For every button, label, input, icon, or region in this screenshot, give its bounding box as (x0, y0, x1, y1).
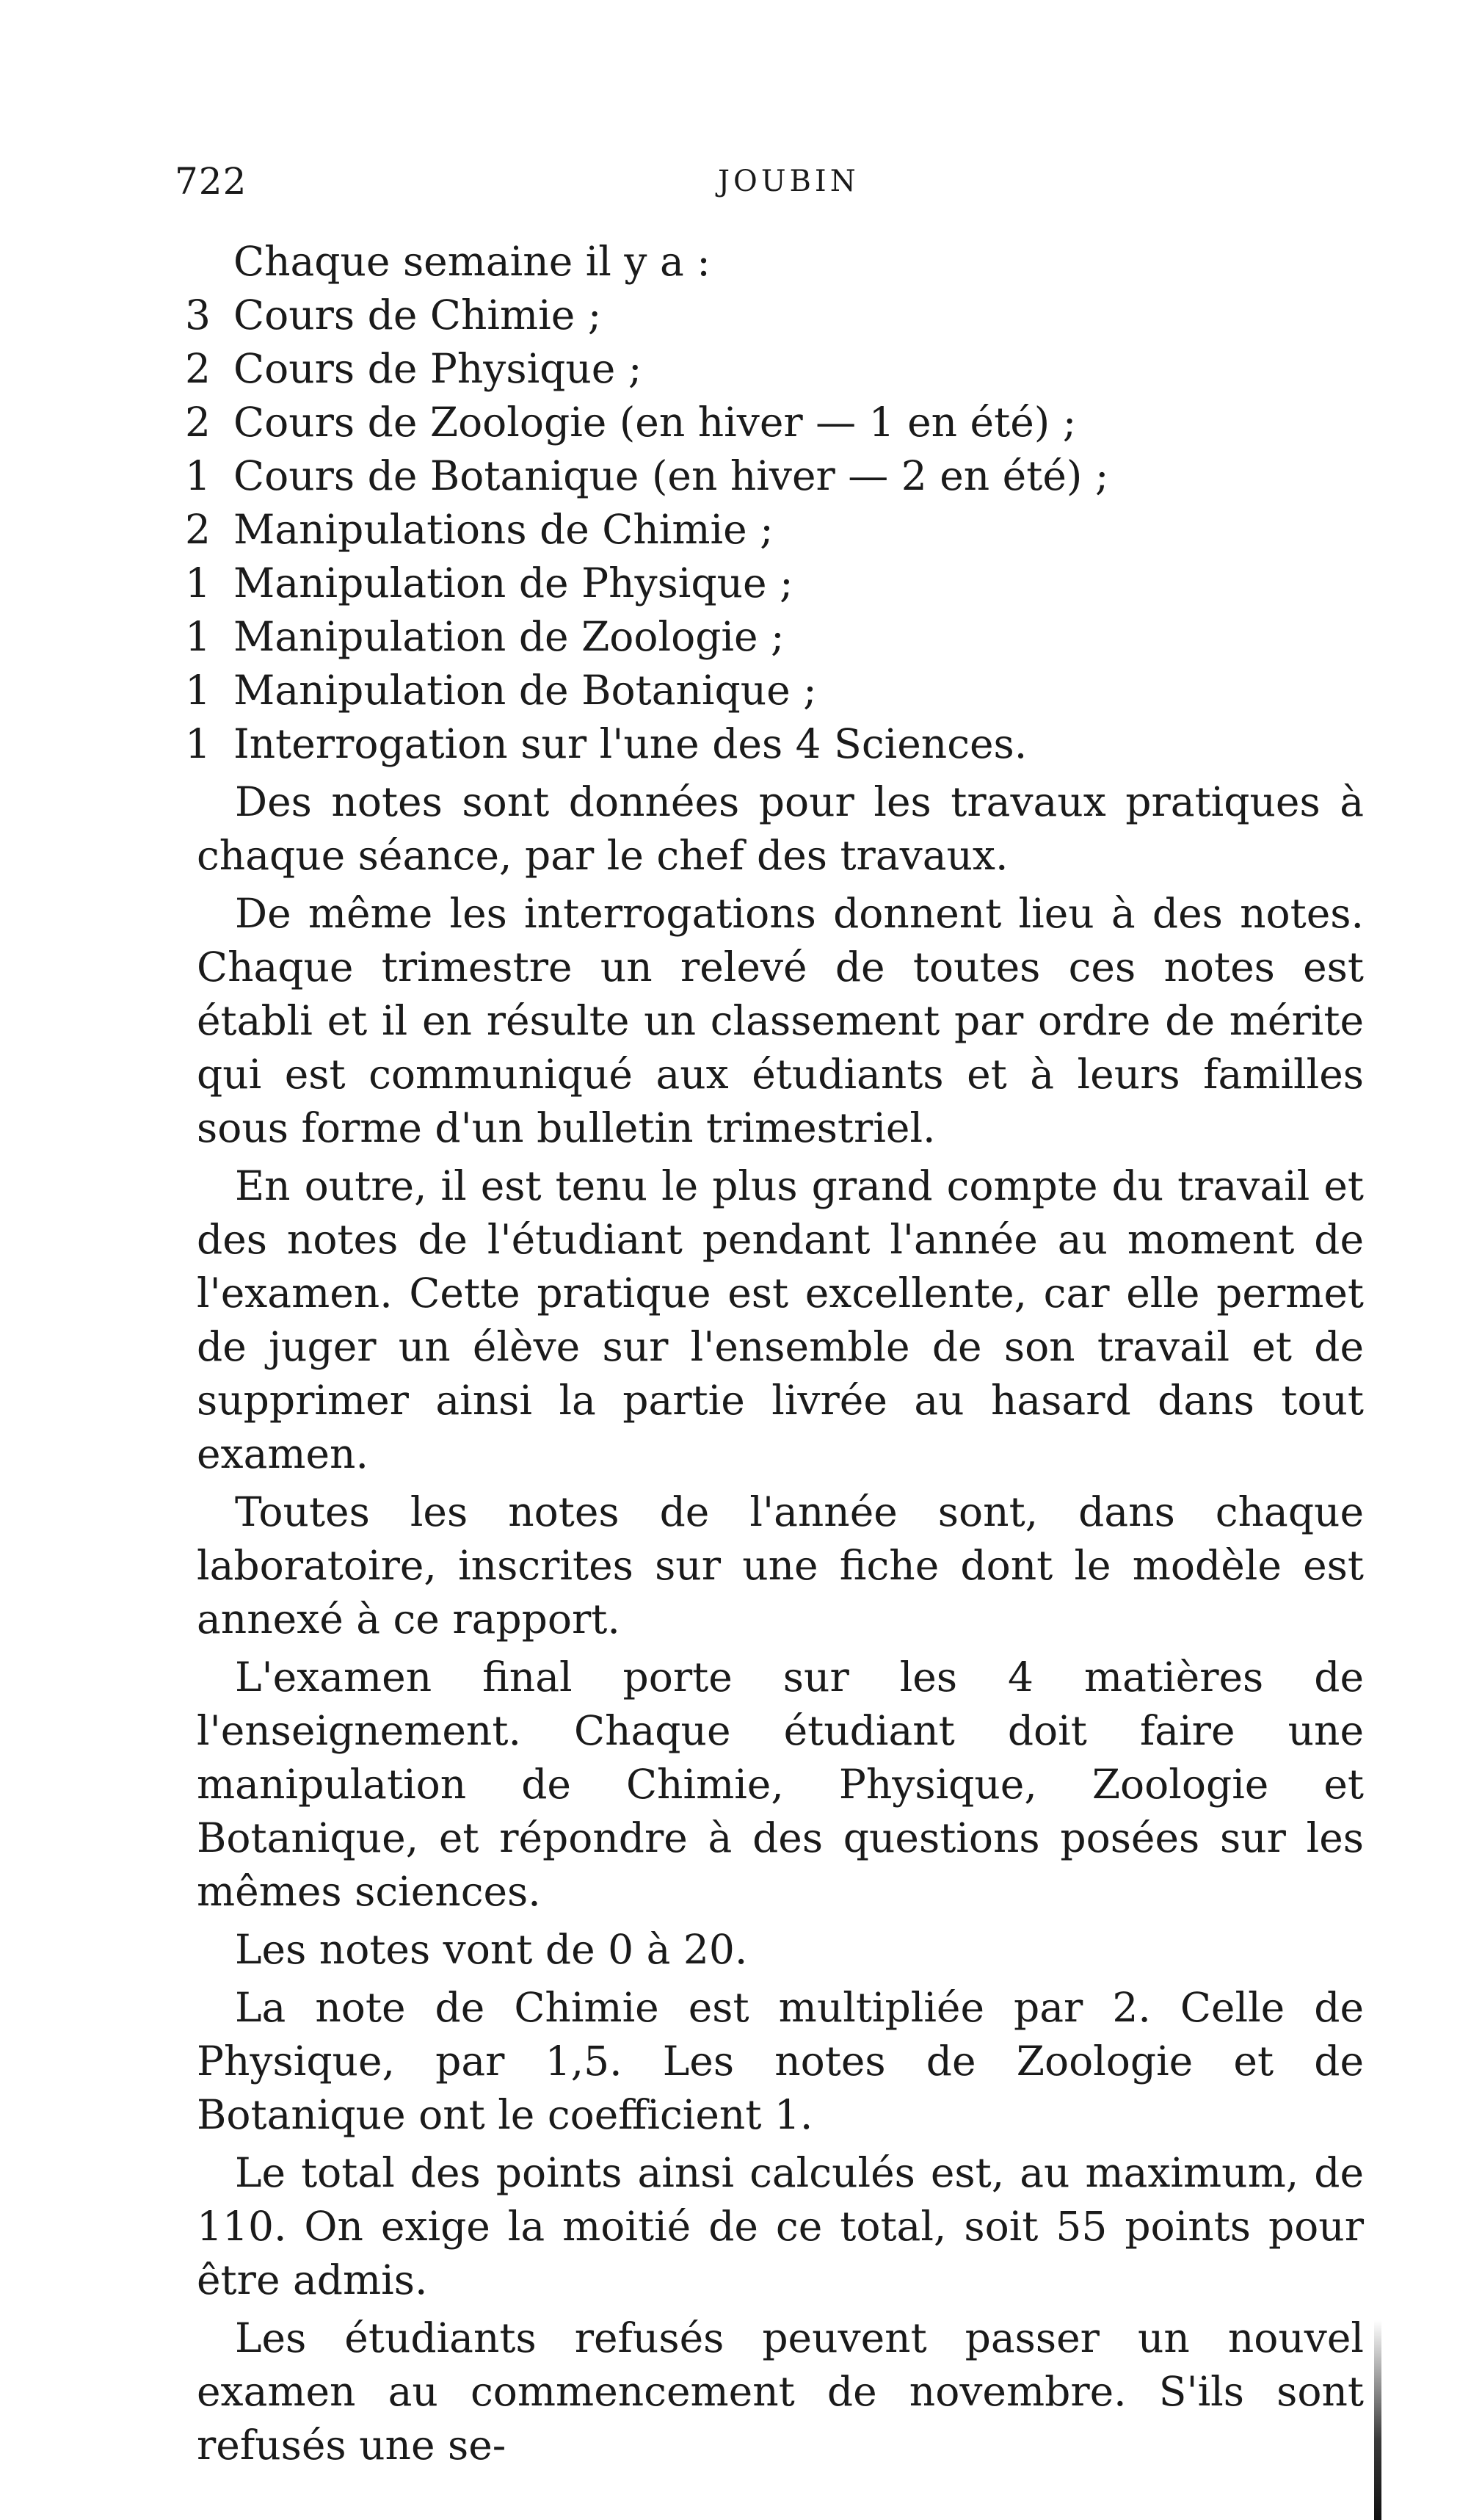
paragraph-interrogations: De même les interrogations donnent lieu à des notes. Chaque trimestre un relevé de toutes ces notes est établi et il en résulte un classement par ordre de mérite qui est communiqué aux étudiants et à leurs familles sous forme d'un bulletin trimestriel. (197, 890, 1364, 1151)
schedule-item (185, 449, 1364, 503)
schedule-item (185, 503, 1364, 557)
page-number: 722 (175, 160, 247, 203)
schedule-item (185, 610, 1364, 664)
body-text (185, 235, 1364, 2472)
paragraph-coefficients: La note de Chimie est multipliée par 2. Celle de Physique, par 1,5. Les notes de Zoologie et de Botanique ont le coefficient 1. (197, 1984, 1364, 2138)
paragraph-refused-students: Les étudiants refusés peuvent passer un nouvel examen au commencement de novembre. S'ils sont refusés une se- (197, 2314, 1364, 2469)
schedule-count: 1 (185, 613, 211, 660)
schedule-text: Interrogation sur l'une des 4 Sciences. (233, 720, 1028, 767)
weekly-schedule-list (185, 289, 1364, 771)
schedule-count: 1 (185, 667, 211, 714)
schedule-text: Cours de Zoologie (en hiver — 1 en été) ; (233, 399, 1077, 446)
schedule-item (185, 717, 1364, 771)
paragraph-notes-practicals: Des notes sont données pour les travaux pratiques à chaque séance, par le chef des travaux. (197, 778, 1364, 879)
schedule-count: 1 (185, 720, 211, 767)
schedule-text: Cours de Chimie ; (233, 292, 602, 338)
schedule-text: Cours de Physique ; (233, 345, 642, 392)
page-header (175, 160, 1364, 211)
paragraph-fiche: Toutes les notes de l'année sont, dans chaque laboratoire, inscrites sur une fiche dont le modèle est annexé à ce rapport. (197, 1488, 1364, 1643)
schedule-text: Manipulation de Physique ; (233, 560, 793, 607)
running-head: JOUBIN (718, 164, 860, 198)
schedule-text: Manipulation de Botanique ; (233, 667, 817, 714)
schedule-count: 2 (185, 506, 211, 553)
schedule-count: 1 (185, 452, 211, 499)
paragraph-note-scale: Les notes vont de 0 à 20. (235, 1926, 748, 1973)
schedule-intro: Chaque semaine il y a : (233, 238, 711, 285)
schedule-item (185, 342, 1364, 396)
schedule-item (185, 664, 1364, 717)
paragraph-total-points: Le total des points ainsi calculés est, au maximum, de 110. On exige la moitié de ce total, soit 55 points pour être admis. (197, 2149, 1364, 2303)
schedule-count: 1 (185, 560, 211, 607)
schedule-text: Manipulations de Chimie ; (233, 506, 774, 553)
schedule-item (185, 557, 1364, 610)
schedule-count: 3 (185, 292, 211, 338)
schedule-count: 2 (185, 399, 211, 446)
schedule-text: Cours de Botanique (en hiver — 2 en été) ; (233, 452, 1109, 499)
schedule-text: Manipulation de Zoologie ; (233, 613, 785, 660)
paragraph-final-exam: L'examen final porte sur les 4 matières de l'enseignement. Chaque étudiant doit faire une manipulation de Chimie, Physique, Zoologie et Botanique, et répondre à des questions posées sur les mêmes sciences. (197, 1654, 1364, 1915)
paragraph-year-work: En outre, il est tenu le plus grand compte du travail et des notes de l'étudiant pendant l'année au moment de l'examen. Cette pratique est excellente, car elle permet de juger un élève sur l'ensemble de son travail et de supprimer ainsi la partie livrée au hasard dans tout examen. (197, 1162, 1364, 1477)
page-edge-mark (1374, 2320, 1381, 2520)
schedule-count: 2 (185, 345, 211, 392)
schedule-item (185, 289, 1364, 342)
schedule-item (185, 396, 1364, 449)
